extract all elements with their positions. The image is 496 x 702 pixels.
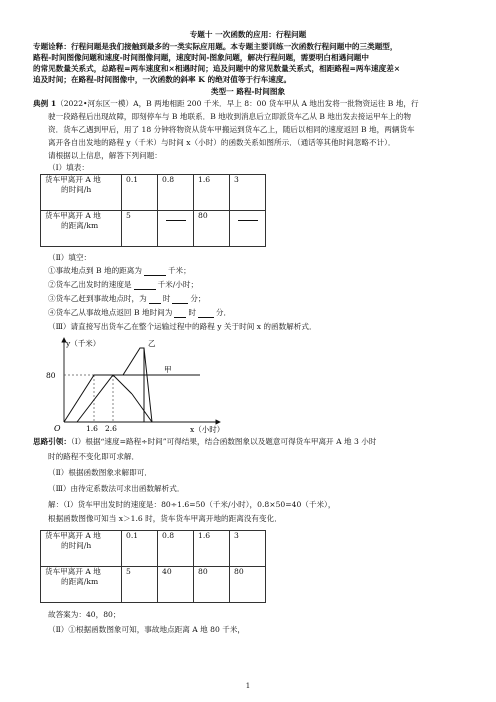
table-cell: 80	[194, 211, 230, 247]
fill-item-2: ②货车乙出发时的速度是 千米/小时；	[48, 280, 199, 289]
example-label: 典例 1	[33, 99, 57, 108]
solution-line-2: 根据函数图像可知当 x＞1.6 时，货车货车甲离开地的距离没有变化．	[48, 514, 282, 523]
truck-jia-line	[64, 375, 200, 422]
x-tick-label: 1.6	[86, 424, 98, 433]
answer-blank[interactable]	[174, 309, 186, 318]
table-cell: 1.6	[194, 175, 230, 211]
truck-yi-line	[144, 348, 152, 422]
table-cell-blank[interactable]	[230, 211, 266, 247]
fill-item-3: ③货车乙赶到事故地点时，为 时 分；	[48, 294, 206, 303]
y-tick-label: 80	[46, 371, 56, 380]
table-row	[41, 175, 266, 211]
table-cell: 3	[230, 175, 266, 211]
x-tick-label: 2.6	[105, 424, 117, 433]
hint-line-1: 思路引领：（Ⅰ）根据“速度=路程÷时间”可得结果，结合函数图象以及题意可得货车甲离开 A 地 3 小时	[33, 437, 377, 446]
answer-blank[interactable]	[149, 295, 161, 304]
part2-answer-line: （Ⅱ）①根据函数图象可知，事故地点距离 A 地 80 千米，	[48, 625, 246, 634]
table-cell: 40	[158, 567, 194, 603]
table-header-cell: 货车甲离开 A 地 的时间/h	[41, 531, 122, 567]
intro-line-4: 追及时间；在路程-时间图像中，一次函数的斜率 K 的绝对值等于行车速度。	[33, 75, 292, 84]
table-header-cell: 货车甲离开 A 地 的距离/km	[41, 567, 122, 603]
y-axis-label: y（千米）	[66, 339, 101, 348]
hint-label: 思路引领：	[33, 437, 71, 446]
table-header-cell: 货车甲离开 A 地 的距离/km	[41, 211, 122, 247]
table-cell: 3	[230, 531, 266, 567]
fill-item-4: ④货车乙从事故地点返回 B 地时间为 时 分．	[48, 308, 232, 317]
intro-line-2: 路程-时间图像问题和速度-时间图像问题，速度时间-图象问题，解决行程问题，需要明白相遇问题中	[33, 53, 369, 62]
table-row	[41, 567, 266, 603]
solution-line-1: 解：（Ⅰ）货车甲出发时的速度是：80÷1.6=50（千米/小时），0.8×50=40（千米），	[48, 500, 336, 509]
distance-time-graph	[40, 334, 230, 434]
answer-blank[interactable]	[134, 281, 156, 290]
part2-label: （Ⅱ）填空：	[48, 253, 92, 262]
series-label-yi: 乙	[148, 339, 156, 348]
table-cell: 5	[122, 567, 158, 603]
problem-line-1: 典例 1（2022•河东区一模）A，B 两地相距 200 千米．早上 8：00 货车甲从 A 地出发将一批物资运往 B 地，行	[33, 99, 419, 108]
table-cell: 80	[230, 567, 266, 603]
table-cell: 0.1	[122, 175, 158, 211]
table-cell: 5	[122, 211, 158, 247]
hint-line-4: （Ⅲ）由待定系数法可求出函数解析式．	[48, 484, 185, 493]
part3-question: （Ⅲ）请直接写出货车乙在整个运输过程中的路程 y 关于时间 x 的函数解析式．	[48, 322, 317, 331]
intro-line-3: 的常见数量关系式，总路程=两车速度和×相遇时间；追及问题中的常见数量关系式，相距路程=两车速度差×	[33, 64, 401, 73]
origin-label: O	[54, 424, 61, 433]
fill-table	[40, 174, 266, 247]
table-cell: 0.8	[158, 531, 194, 567]
answer-blank[interactable]	[144, 267, 166, 276]
problem-line-2: 驶一段路程后出现故障，即刻停车与 B 地联系．B 地收到消息后立即派货车乙从 B 地出发去接运甲车上的物	[48, 112, 411, 121]
problem-line-5: 请根据以上信息，解答下列问题：	[48, 151, 162, 160]
answer-blank[interactable]	[198, 309, 214, 318]
hint-line-3: （Ⅱ）根据函数图象求解即可．	[48, 468, 152, 477]
section-heading: 类型一 路程-时间图象	[210, 87, 286, 96]
table-row	[41, 211, 266, 247]
fill-item-1: ①事故地点到 B 地的距离为 千米；	[48, 266, 191, 275]
table-cell: 0.8	[158, 175, 194, 211]
problem-line-4: 离开各自出发地的路程 y（千米）与时间 x（小时）的函数关系如图所示．（通话等其他时间忽略不计）．	[48, 138, 396, 147]
table-cell: 1.6	[194, 531, 230, 567]
part1-label: （Ⅰ）填表：	[48, 163, 89, 172]
answer-table	[40, 530, 266, 603]
table-cell-blank[interactable]	[158, 211, 194, 247]
table-row	[41, 531, 266, 567]
table-cell: 0.1	[122, 531, 158, 567]
intro-line-1: 专题诠释：行程问题是我们接触到最多的一类实际应用题。本专题主要训练一次函数行程问题中的三类题型，	[33, 42, 398, 51]
series-label-jia: 甲	[164, 365, 172, 374]
x-axis-label: x（小时）	[190, 425, 225, 434]
answer-blank[interactable]	[172, 295, 188, 304]
problem-line-3: 资．货车乙遇到甲后，用了 18 分钟将物资从货车甲搬运到货车乙上，随后以相同的速度返回 B 地，两辆货车	[48, 125, 415, 134]
page-title: 专题十 一次函数的应用：行程问题	[189, 30, 307, 39]
page-number: 1	[245, 682, 251, 690]
answer-line: 故答案为：40，80；	[48, 610, 121, 619]
truck-yi-return-line	[113, 375, 132, 394]
table-cell: 80	[194, 567, 230, 603]
hint-line-2: 时的路程不变化即可求解．	[48, 452, 140, 461]
table-header-cell: 货车甲离开 A 地 的时间/h	[41, 175, 122, 211]
